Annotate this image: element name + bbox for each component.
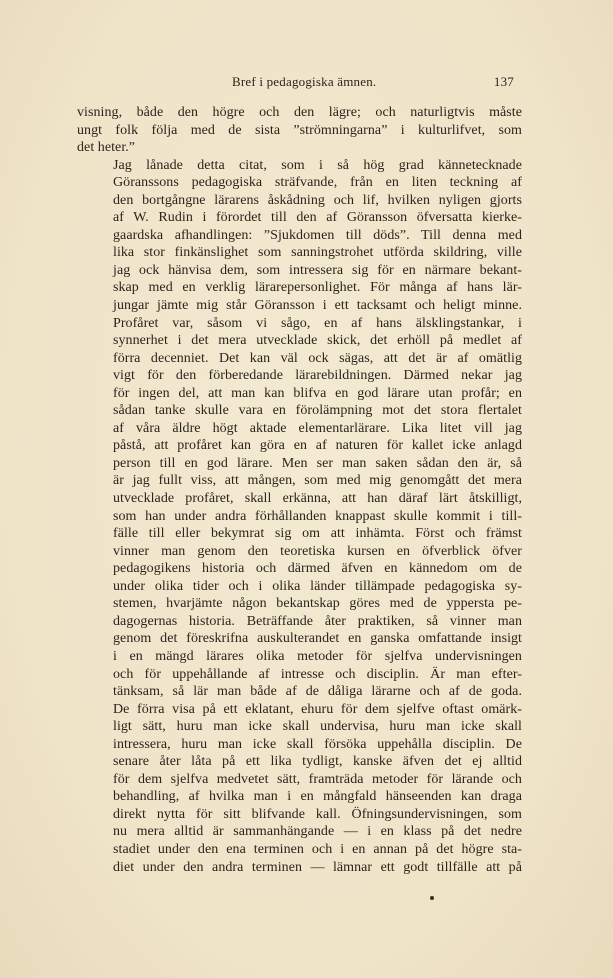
text-line: förra decenniet. Det kan väl ock sägas, att det är af omätlig [113, 350, 522, 366]
running-title: Bref i pedagogiska ämnen. [232, 74, 377, 89]
text-line: intressera, huru man icke skall försöka uppehålla disciplin. De [113, 736, 522, 752]
text-line: Jag lånade detta citat, som i så hög grad kännetecknade [113, 157, 522, 173]
text-line: vigt för den förberedande lärarebildningen. Därmed nekar jag [113, 368, 522, 384]
text-line: fälle till eller bekymrat sig om att inhämta. Först och främst [113, 526, 522, 542]
ink-speck [430, 896, 434, 900]
text-line: tänksam, så lär man både af de dåliga lärarne och af de goda. [113, 684, 522, 700]
text-line: ligt sätt, huru man icke skall undervisa, huru man icke skall [113, 719, 522, 735]
paragraph [77, 104, 522, 157]
text-line: lika stor finkänslighet som sanningstrohet utförda skildring, ville [113, 245, 522, 261]
text-line: är jag fullt viss, att mången, som med mig genomgått det mera [113, 473, 522, 489]
text-line: synnerhet i det mera utvecklade skick, det erhöll på medlet af [113, 333, 522, 349]
text-line: sådan tanke skulle vara en förolämpning mot det stora flertalet [113, 403, 522, 419]
text-line: vinner man genom den teoretiska kursen en öfverblick öfver [113, 543, 522, 559]
text-line: gaardska afhandlingen: ”Sjukdomen till döds”. Till denna med [113, 227, 522, 243]
text-line: Profåret var, såsom vi sågo, en af hans älsklingstankar, i [113, 315, 522, 331]
text-line: direkt nytta för sitt blifvande kall. Öfningsundervisningen, som [113, 806, 522, 822]
text-line: af våra äldre högt aktade elementarlärare. Lika litet vill jag [113, 420, 522, 436]
text-line: De förra visa på ett eklatant, ehuru för dem sjelfve oftast omärk- [113, 701, 522, 717]
text-line: Göranssons pedagogiska sträfvande, från en liten teckning af [113, 175, 522, 191]
text-line: den bortgångne lärarens åskådning och lif, hvilken nyligen gjorts [113, 192, 522, 208]
text-line: visning, både den högre och den lägre; och naturligtvis måste [77, 105, 522, 120]
text-line: det heter.” [77, 140, 136, 156]
text-line: påstå, att profåret kan göra en af naturen för kallet icke anlagd [113, 438, 522, 454]
body-text [77, 104, 522, 876]
page-header [232, 74, 514, 90]
text-line: jag ock hänvisa dem, som intressera sig för en närmare bekant- [113, 262, 522, 278]
text-line: som han under andra förhållanden knappast skulle kommit i till- [113, 508, 522, 524]
text-line: stadiet under den ena terminen och i en annan på det högre sta- [113, 841, 522, 857]
text-line: jungar jämte mig står Göransson i ett tacksamt och heligt minne. [113, 298, 522, 314]
text-line: dagogernas historia. Beträffande åter praktiken, så vinner man [113, 613, 522, 629]
page-number: 137 [493, 74, 514, 89]
text-line: diet under den andra terminen — lämnar ett godt tillfälle att på [113, 859, 522, 875]
text-line: af W. Rudin i förordet till den af Göransson öfversatta kierke- [113, 210, 522, 226]
text-line: senare åter låta på ett lika tydligt, kanske äfven det ej alltid [113, 754, 522, 770]
text-line: pedagogikens historia och därmed äfven en kännedom om de [113, 561, 522, 577]
text-line: i en mängd lärares olika metoder för sjelfva undervisningen [113, 648, 522, 664]
text-line: och för uppehållande af intresse och disciplin. Är man efter- [113, 666, 522, 682]
text-line: nu mera alltid är sammanhängande — i en klass på det nedre [113, 824, 522, 840]
text-line: för dem sjelfva medvetet sätt, framträda metoder för lärande och [113, 771, 522, 787]
text-line: under olika tider och i olika länder tillämpade pedagogiska sy- [113, 578, 522, 594]
text-line: skap med en verklig lärarepersonlighet. För många af hans lär- [113, 280, 522, 296]
paragraph [77, 315, 522, 877]
text-line: person till en god lärare. Men ser man saken sådan den är, så [113, 455, 522, 471]
text-line: behandling, af hvilka man i en mångfald hänseenden kan draga [113, 789, 522, 805]
paragraph [77, 157, 522, 315]
text-line: genom det föreskrifna auskulterandet en ganska omfattande insigt [113, 631, 522, 647]
text-line: för ingen del, att man kan blifva en god lärare utan profår; en [113, 385, 522, 401]
text-line: utvecklade profåret, skall erkänna, att han däraf lärt åtskilligt, [113, 491, 522, 507]
text-line: stemen, hvarjämte någon bekantskap göres med de yppersta pe- [113, 596, 522, 612]
text-line: ungt folk följa med de sista ”strömningarna” i kulturlifvet, som [77, 122, 522, 138]
